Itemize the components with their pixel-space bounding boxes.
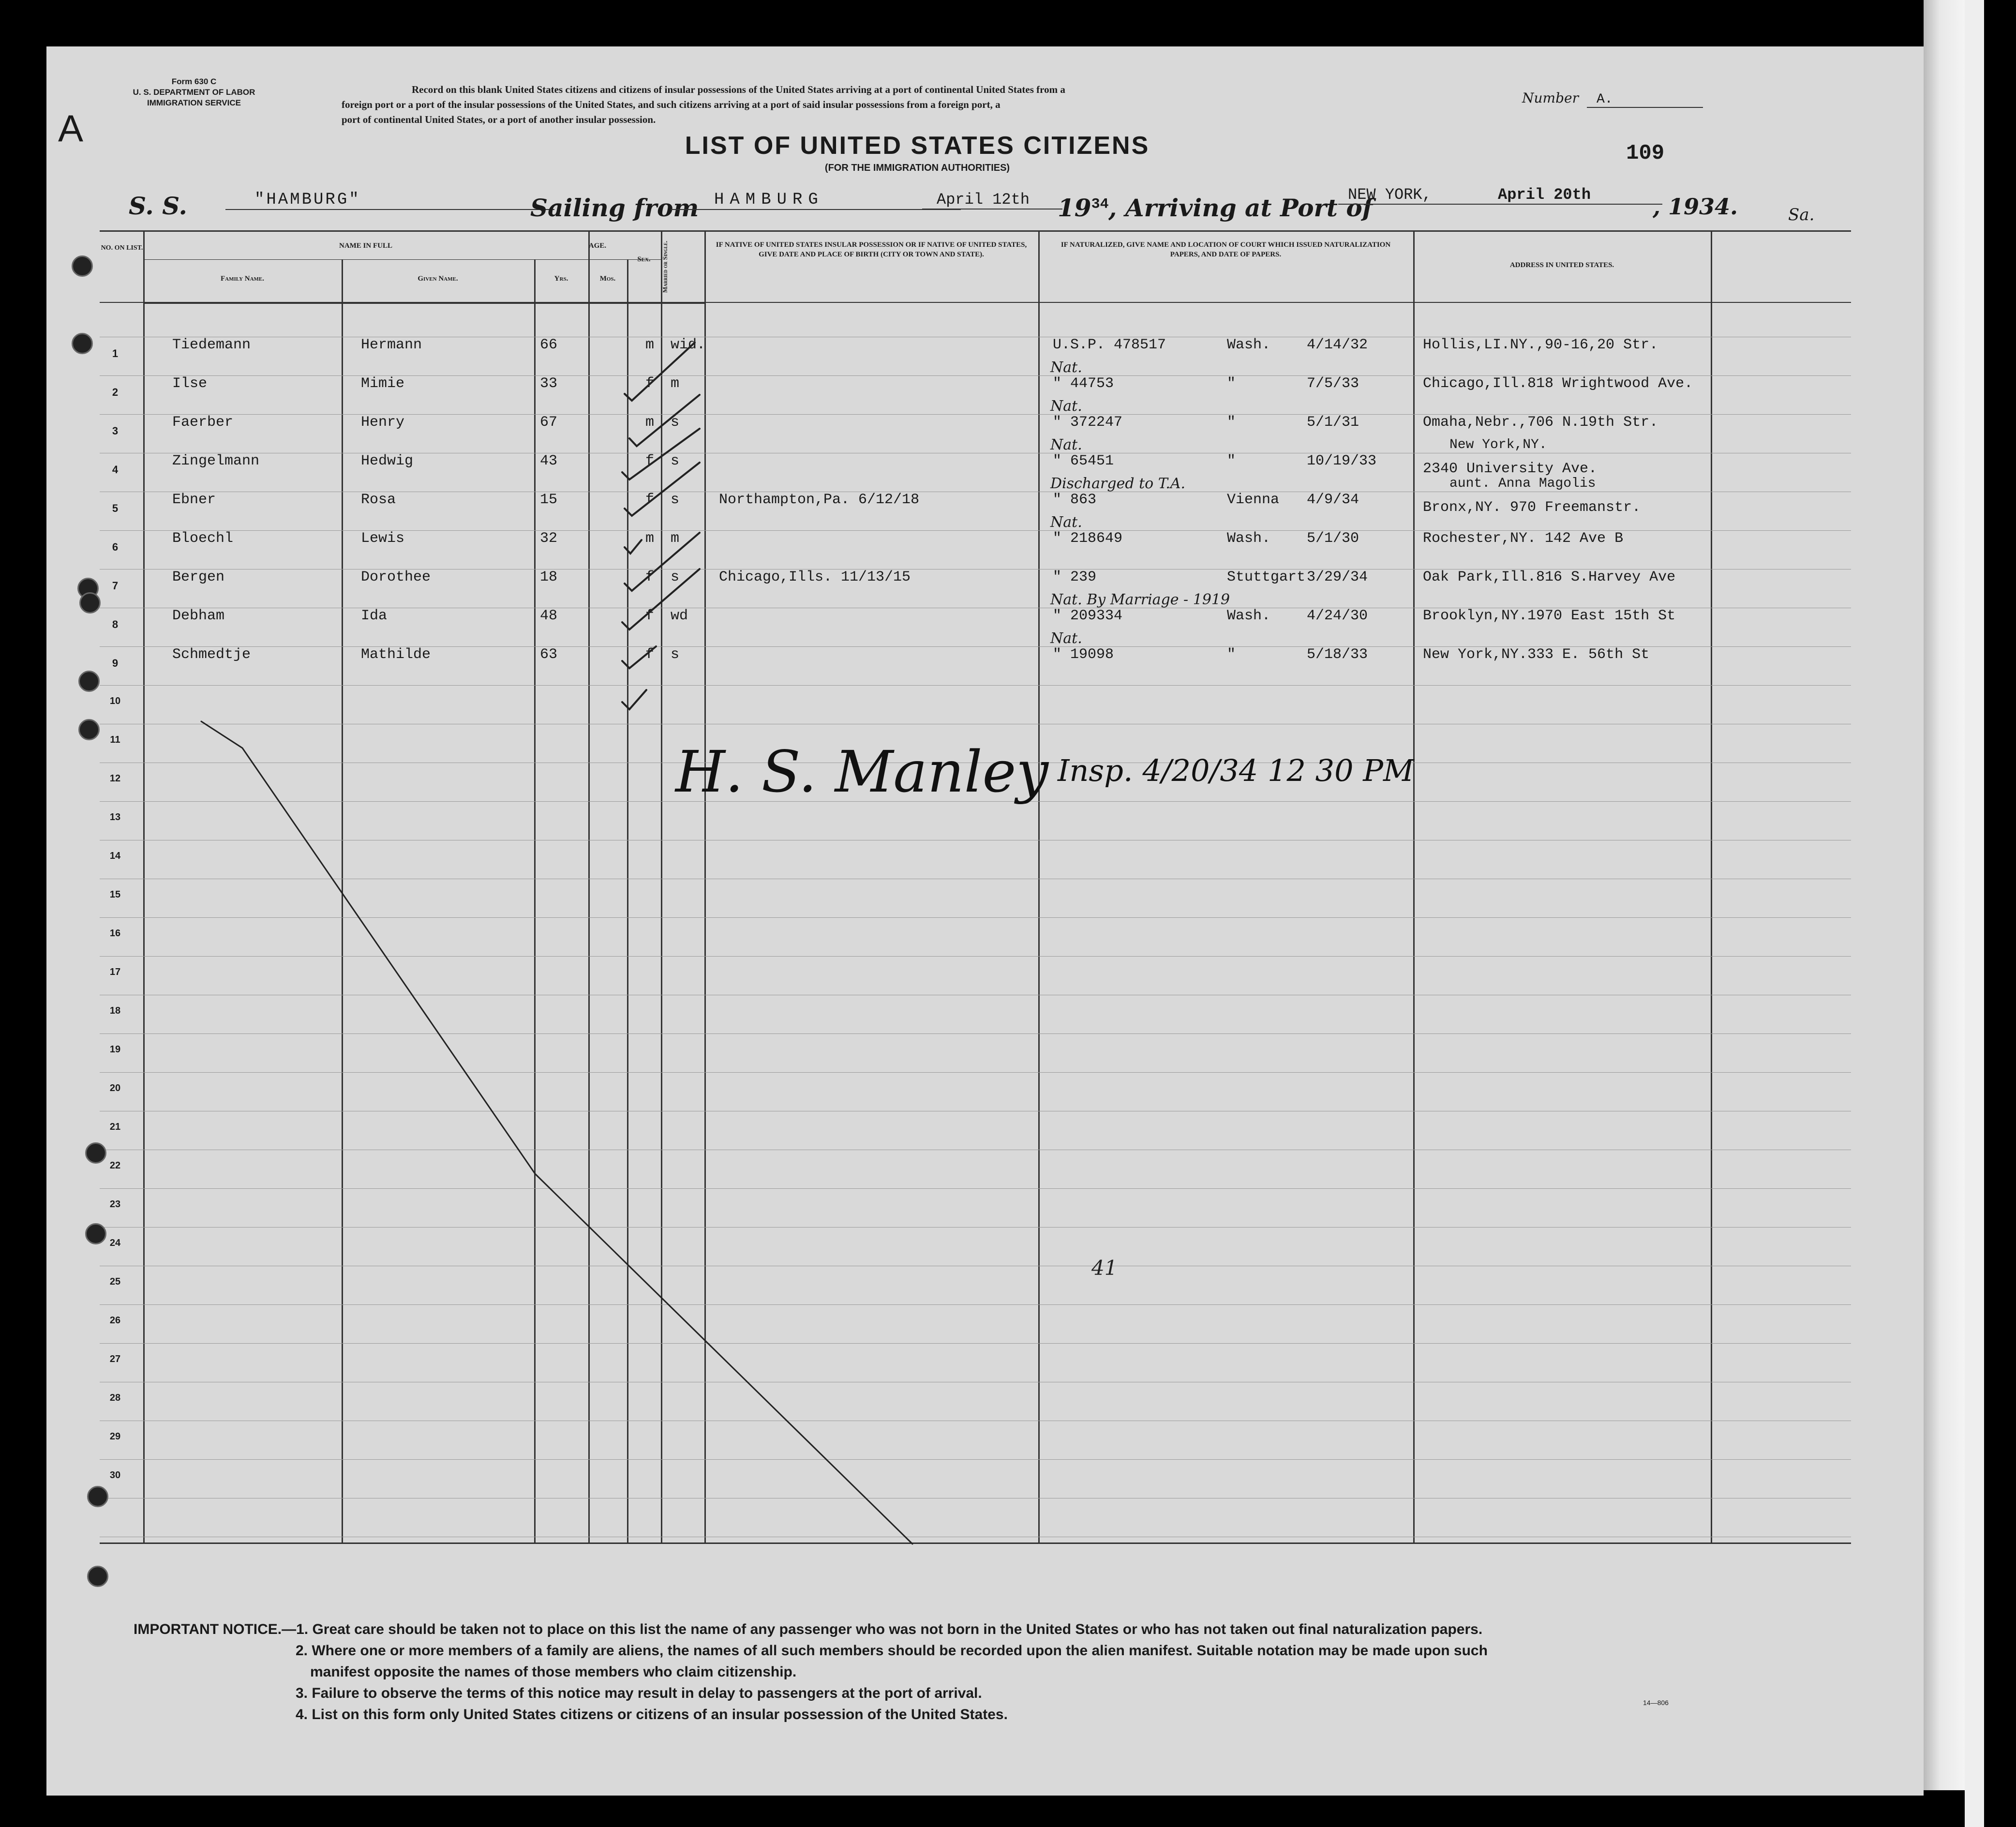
document-sheet [46,46,1924,1796]
naturalization-date-cell: 5/18/33 [1307,646,1368,663]
family-name-cell: Debham [172,608,225,624]
marital-status-cell: wid. [671,337,706,353]
instructions-line-2: foreign port or a port of the insular possessions of the United States, and such citizens arriving at a port of said insular possessions from a foreign port, a [342,99,1001,110]
family-name-cell: Ilse [172,375,208,392]
row-number: 29 [109,1431,121,1442]
address-cell: Chicago,Ill.818 Wrightwood Ave. [1423,375,1693,392]
row-number: 1 [112,347,119,359]
page-edge-strip [1965,0,1984,1827]
header-address: ADDRESS IN UNITED STATES. [1509,261,1614,269]
number-label: Number [1522,90,1579,106]
naturalization-note: Nat. By Marriage - 1919 [1050,591,1230,608]
row-number: 23 [109,1199,121,1210]
naturalization-court-cell: Wash. [1227,530,1271,547]
marital-status-cell: m [671,375,680,392]
naturalization-court-cell: Vienna [1227,492,1280,508]
row-number: 6 [112,541,119,553]
age-years-cell: 63 [540,646,558,663]
arrival-year: , 1934. [1653,194,1738,220]
address-note: New York,NY. [1449,437,1547,452]
form-service: IMMIGRATION SERVICE [147,98,241,107]
row-number: 12 [109,773,121,784]
row-number: 25 [109,1276,121,1287]
header-given-name: Given Name. [418,275,458,283]
header-family-name: Family Name. [220,275,265,283]
row-number: 4 [112,464,119,476]
row-number: 17 [109,967,121,977]
address-cell: Hollis,LI.NY.,90-16,20 Str. [1423,337,1658,353]
address-cell: Rochester,NY. 142 Ave B [1423,530,1624,547]
row-number: 5 [112,502,119,514]
family-name-cell: Bergen [172,569,225,585]
year-suffix: 34 [1091,196,1109,213]
sa-label: Sa. [1788,205,1815,225]
marital-status-cell: s [671,569,680,585]
address-cell: Omaha,Nebr.,706 N.19th Str. [1423,414,1658,431]
binder-hole [72,255,93,277]
row-number: 21 [109,1122,121,1132]
naturalization-number-cell: " 218649 [1053,530,1123,547]
binder-hole [78,719,100,740]
age-years-cell: 43 [540,453,558,469]
header-name-in-full: NAME IN FULL [339,242,392,250]
naturalization-date-cell: 4/14/32 [1307,337,1368,353]
inspector-signature: H. S. Manley [675,738,1048,805]
address-note: aunt. Anna Magolis [1449,476,1596,491]
row-number: 20 [109,1083,121,1093]
page-number: 109 [1626,141,1665,165]
row-number: 13 [109,812,121,823]
form-number: Form 630 C [171,77,217,86]
binder-hole [87,1486,108,1507]
naturalization-note: Nat. [1050,436,1082,453]
row-number: 16 [109,928,121,939]
given-name-cell: Hermann [361,337,422,353]
marital-status-cell: s [671,453,680,469]
marital-status-cell: s [671,646,680,663]
row-number: 8 [112,618,119,630]
age-years-cell: 67 [540,414,558,431]
naturalization-note: Nat. [1050,630,1082,647]
instructions-line-3: port of continental United States, or a port of another insular possession. [342,114,656,125]
binder-hole [79,592,101,614]
naturalization-date-cell: 4/9/34 [1307,492,1359,508]
family-name-cell: Zingelmann [172,453,260,469]
arrival-date: April 20th [1488,186,1662,205]
naturalization-court-cell: " [1227,453,1236,469]
row-number: 26 [109,1315,121,1326]
age-years-cell: 66 [540,337,558,353]
row-number: 7 [112,580,119,592]
family-name-cell: Tiedemann [172,337,251,353]
inspector-note: Insp. 4/20/34 12 30 PM [1058,753,1414,788]
birthplace-cell: Northampton,Pa. 6/12/18 [719,492,920,508]
naturalization-court-cell: Wash. [1227,608,1271,624]
naturalization-number-cell: " 209334 [1053,608,1123,624]
family-name-cell: Faerber [172,414,234,431]
arrival-port: NEW YORK, [1338,186,1493,205]
naturalization-date-cell: 5/1/31 [1307,414,1359,431]
binder-hole [72,333,93,354]
address-cell: 2340 University Ave. [1423,461,1598,477]
year-prefix: 19 [1058,194,1091,222]
header-age: AGE. [588,242,607,250]
binder-hole [78,671,100,692]
number-value: A. [1587,92,1703,108]
sex-cell: m [645,337,655,353]
notice-item-4: 4. List on this form only United States citizens or citizens of an insular possession of the United States. [296,1707,1008,1722]
sex-cell: f [645,453,655,469]
margin-mark: 41 [1091,1256,1118,1280]
naturalization-date-cell: 7/5/33 [1307,375,1359,392]
binder-hole [85,1142,106,1164]
given-name-cell: Dorothee [361,569,431,585]
birthplace-cell: Chicago,Ills. 11/13/15 [719,569,911,585]
naturalization-note: Nat. [1050,514,1082,531]
naturalization-court-cell: Wash. [1227,337,1271,353]
family-name-cell: Ebner [172,492,216,508]
check-mark-9 [622,690,646,709]
sailing-date: April 12th [922,191,1062,210]
page-subtitle: (FOR THE IMMIGRATION AUTHORITIES) [824,163,1010,173]
sex-cell: f [645,375,655,392]
arriving-label: , Arriving at Port of [1108,194,1373,222]
age-years-cell: 33 [540,375,558,392]
important-notice [134,1619,1778,1725]
marital-status-cell: wd [671,608,688,624]
naturalization-note: Nat. [1050,359,1082,376]
naturalization-number-cell: " 239 [1053,569,1097,585]
naturalization-date-cell: 5/1/30 [1307,530,1359,547]
check-mark-8 [622,646,656,668]
instructions-line-1: Record on this blank United States citizens and citizens of insular possessions of the United States arriving at a port of continental United States from a [412,84,1065,95]
notice-item-1: 1. Great care should be taken not to place on this list the name of any passenger who was not born in the United States or who has not taken out final naturalization papers. [296,1621,1483,1637]
family-name-cell: Bloechl [172,530,234,547]
check-mark-2 [629,395,700,446]
ship-name: "HAMBURG" [225,191,554,210]
header-yrs: Yrs. [554,275,568,283]
binder-hole [87,1566,108,1587]
naturalization-number-cell: " 65451 [1053,453,1114,469]
row-number: 18 [109,1005,121,1016]
address-cell: New York,NY.333 E. 56th St [1423,646,1650,663]
sailing-port: HAMBURG [671,191,961,210]
page-title: LIST OF UNITED STATES CITIZENS [685,132,1150,160]
cancel-line [201,721,912,1544]
row-number: 15 [109,889,121,900]
address-cell: Bronx,NY. 970 Freemanstr. [1423,499,1641,516]
row-number: 9 [112,657,119,669]
naturalization-date-cell: 3/29/34 [1307,569,1368,585]
naturalization-date-cell: 4/24/30 [1307,608,1368,624]
page-edge-shadow [1924,0,1965,1790]
form-code: 14—806 [1643,1699,1669,1707]
sex-cell: m [645,530,655,547]
binder-hole [85,1223,106,1244]
given-name-cell: Rosa [361,492,396,508]
side-label: A [58,107,84,150]
notice-item-3: 3. Failure to observe the terms of this notice may result in delay to passengers at the port of arrival. [296,1685,982,1701]
family-name-cell: Schmedtje [172,646,251,663]
naturalization-note: Discharged to T.A. [1050,475,1186,492]
naturalization-court-cell: Stuttgart [1227,569,1306,585]
address-cell: Oak Park,Ill.816 S.Harvey Ave [1423,569,1676,585]
ss-label: S. S. [129,192,187,220]
address-cell: Brooklyn,NY.1970 East 15th St [1423,608,1676,624]
row-number: 10 [109,696,121,706]
header-no: NO. ON LIST. [101,244,143,252]
given-name-cell: Lewis [361,530,405,547]
naturalization-number-cell: U.S.P. 478517 [1053,337,1166,353]
notice-item-2a: 2. Where one or more members of a family are aliens, the names of all such members should be recorded upon the alien manifest. Suitable notation may be made upon such [296,1643,1488,1659]
check-mark-4 [625,463,700,516]
check-mark-5 [625,540,642,554]
naturalization-court-cell: " [1227,414,1236,431]
sailing-label: Sailing from [530,194,699,222]
row-number: 22 [109,1160,121,1171]
sex-cell: f [645,569,655,585]
row-number: 30 [109,1470,121,1481]
sex-cell: m [645,414,655,431]
naturalization-number-cell: " 372247 [1053,414,1123,431]
given-name-cell: Hedwig [361,453,414,469]
naturalization-number-cell: " 44753 [1053,375,1114,392]
marital-status-cell: m [671,530,680,547]
row-number: 28 [109,1393,121,1403]
row-number: 19 [109,1044,121,1055]
row-number: 11 [110,734,120,745]
age-years-cell: 18 [540,569,558,585]
header-naturalized: IF NATURALIZED, GIVE NAME AND LOCATION OF COURT WHICH ISSUED NATURALIZATION PAPERS, AND DATE OF PAPERS. [1060,241,1391,258]
given-name-cell: Ida [361,608,388,624]
row-number: 2 [112,386,119,398]
row-number: 3 [112,425,119,437]
sex-cell: f [645,646,655,663]
header-sex: Sex. [637,255,651,263]
naturalization-court-cell: " [1227,375,1236,392]
check-mark-7 [622,569,700,629]
form-department: U. S. DEPARTMENT OF LABOR [133,88,255,97]
sex-cell: f [645,492,655,508]
notice-item-2b: manifest opposite the names of those members who claim citizenship. [310,1664,797,1680]
notice-label: IMPORTANT NOTICE.— [134,1621,297,1637]
sex-cell: f [645,608,655,624]
handwritten-marks [46,46,1924,1796]
header-birth: IF NATIVE OF UNITED STATES INSULAR POSSESSION OR IF NATIVE OF UNITED STATES, GIVE DATE AND PLACE OF BIRTH (CITY OR TOWN AND STATE). [716,241,1027,258]
given-name-cell: Henry [361,414,405,431]
header-married: Married or Single. [661,240,669,293]
marital-status-cell: s [671,492,680,508]
age-years-cell: 48 [540,608,558,624]
naturalization-date-cell: 10/19/33 [1307,453,1377,469]
row-number: 27 [109,1354,121,1364]
row-number: 14 [109,851,121,861]
naturalization-number-cell: " 19098 [1053,646,1114,663]
marital-status-cell: s [671,414,680,431]
given-name-cell: Mathilde [361,646,431,663]
age-years-cell: 32 [540,530,558,547]
naturalization-court-cell: " [1227,646,1236,663]
row-number: 24 [109,1238,121,1248]
check-mark-6 [625,533,700,591]
check-mark-1 [625,343,695,401]
naturalization-number-cell: " 863 [1053,492,1097,508]
age-years-cell: 15 [540,492,558,508]
given-name-cell: Mimie [361,375,405,392]
naturalization-note: Nat. [1050,398,1082,415]
header-mos: Mos. [599,275,616,283]
